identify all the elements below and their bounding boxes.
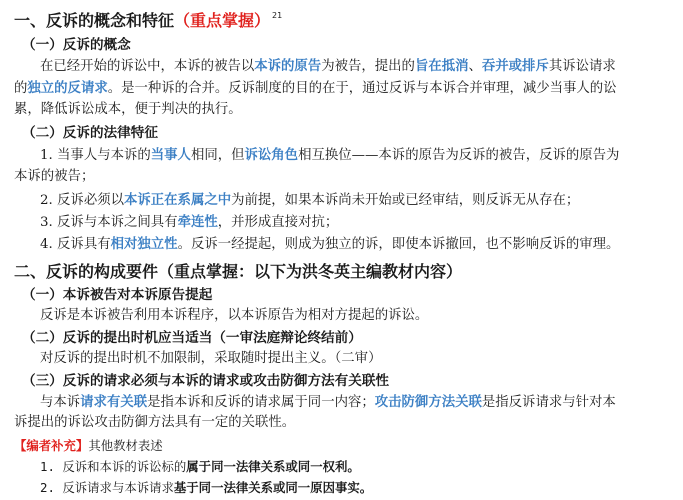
requirement-2-text: 对反诉的提出时机不加限制，采取随时提出主义。（二审） [40, 351, 382, 366]
text-run: 相同，但 [190, 148, 245, 163]
section-1-title [14, 10, 282, 35]
feature-item-3 [40, 212, 338, 233]
requirement-2-heading: （二）反诉的提出时机应当适当（一审法庭辩论终结前） [22, 330, 362, 346]
highlight-term: 攻击防御方法关联 [374, 394, 482, 410]
supplement-item-1 [40, 457, 360, 477]
highlight-term: 本诉的原告 [254, 58, 322, 74]
section-2-title: 二、反诉的构成要件（重点掌握：以下为洪冬英主编教材内容） [14, 262, 463, 281]
requirement-3-text-line-2: 诉提出的诉讼攻击防御方法具有一定的关联性。 [14, 415, 296, 430]
text-run: 与本诉 [40, 395, 81, 410]
text-run: 、 [468, 59, 482, 74]
feature-item-4 [40, 234, 619, 255]
concept-paragraph-line-3: 累，降低诉讼成本，便于判决的执行。 [14, 102, 242, 117]
highlight-term: 牵连性 [177, 214, 218, 230]
bold-term: 属于同一法律关系或同一权利。 [186, 459, 360, 474]
text-run: 其他教材表述 [88, 438, 163, 453]
text-run: 。是一种诉的合并。反诉制度的目的在于，通过反诉与本诉合并审理，减少当事人的讼 [107, 81, 617, 96]
subsection-concept-heading: （一）反诉的概念 [22, 37, 131, 53]
text-run: 是指反诉请求与针对本 [481, 395, 616, 410]
section-1-title-text: 一、反诉的概念和特征 [14, 11, 175, 30]
text-run: 1. 当事人与本诉的 [40, 148, 151, 163]
text-run: ，并形成直接对抗； [217, 215, 339, 230]
requirement-1-heading: （一）本诉被告对本诉原告提起 [22, 287, 213, 303]
requirement-3-text-line-1 [40, 392, 616, 413]
highlight-term: 相对独立性 [110, 236, 178, 252]
text-run: 为前提，如果本诉尚未开始或已经审结，则反诉无从存在； [231, 193, 580, 208]
concept-paragraph-line-1 [40, 56, 616, 77]
requirement-3-heading: （三）反诉的请求必须与本诉的请求或攻击防御方法有关联性 [22, 373, 390, 389]
highlight-term: 旨在抵消 [414, 58, 469, 74]
subsection-features-heading: （二）反诉的法律特征 [22, 125, 158, 141]
text-run: 相互换位——本诉的原告为反诉的被告，反诉的原告为 [298, 148, 620, 163]
footnote-marker: 21 [272, 11, 283, 20]
text-run: 2. 反诉必须以 [40, 193, 124, 208]
highlight-term: 当事人 [150, 147, 191, 163]
key-point-tag: （重点掌握） [174, 11, 271, 30]
text-run: 4. 反诉具有 [40, 237, 111, 252]
bold-term: 基于同一法律关系或同一原因事实。 [173, 480, 373, 495]
supplement-item-2 [40, 478, 372, 498]
feature-item-1 [40, 145, 619, 166]
feature-item-1-continued: 本诉的被告； [14, 169, 95, 184]
text-run: 在已经开始的诉讼中，本诉的被告以 [40, 59, 255, 74]
highlight-term: 请求有关联 [80, 394, 148, 410]
feature-item-2 [40, 190, 579, 211]
text-run: 其诉讼请求 [548, 59, 616, 74]
highlight-term: 诉讼角色 [244, 147, 299, 163]
text-run: 是指本诉和反诉的请求属于同一内容； [147, 395, 375, 410]
text-run: 3. 反诉与本诉之间具有 [40, 215, 178, 230]
text-run: 2. 反诉请求与本诉请求 [40, 480, 174, 495]
text-run: 。反诉一经提起，则成为独立的诉，即使本诉撤回，也不影响反诉的审理。 [177, 237, 620, 252]
requirement-1-text: 反诉是本诉被告利用本诉程序，以本诉原告为相对方提起的诉讼。 [40, 308, 429, 323]
editor-note-tag: 【编者补充】 [14, 438, 89, 453]
text-run: 的 [14, 81, 28, 96]
editor-supplement-label [14, 436, 163, 456]
highlight-term: 本诉正在系属之中 [124, 192, 232, 208]
highlight-term: 吞并或排斥 [481, 58, 549, 74]
text-run: 1. 反诉和本诉的诉讼标的 [40, 459, 187, 474]
concept-paragraph-line-2 [14, 78, 617, 99]
highlight-term: 独立的反请求 [27, 80, 108, 96]
text-run: 为被告，提出的 [321, 59, 415, 74]
